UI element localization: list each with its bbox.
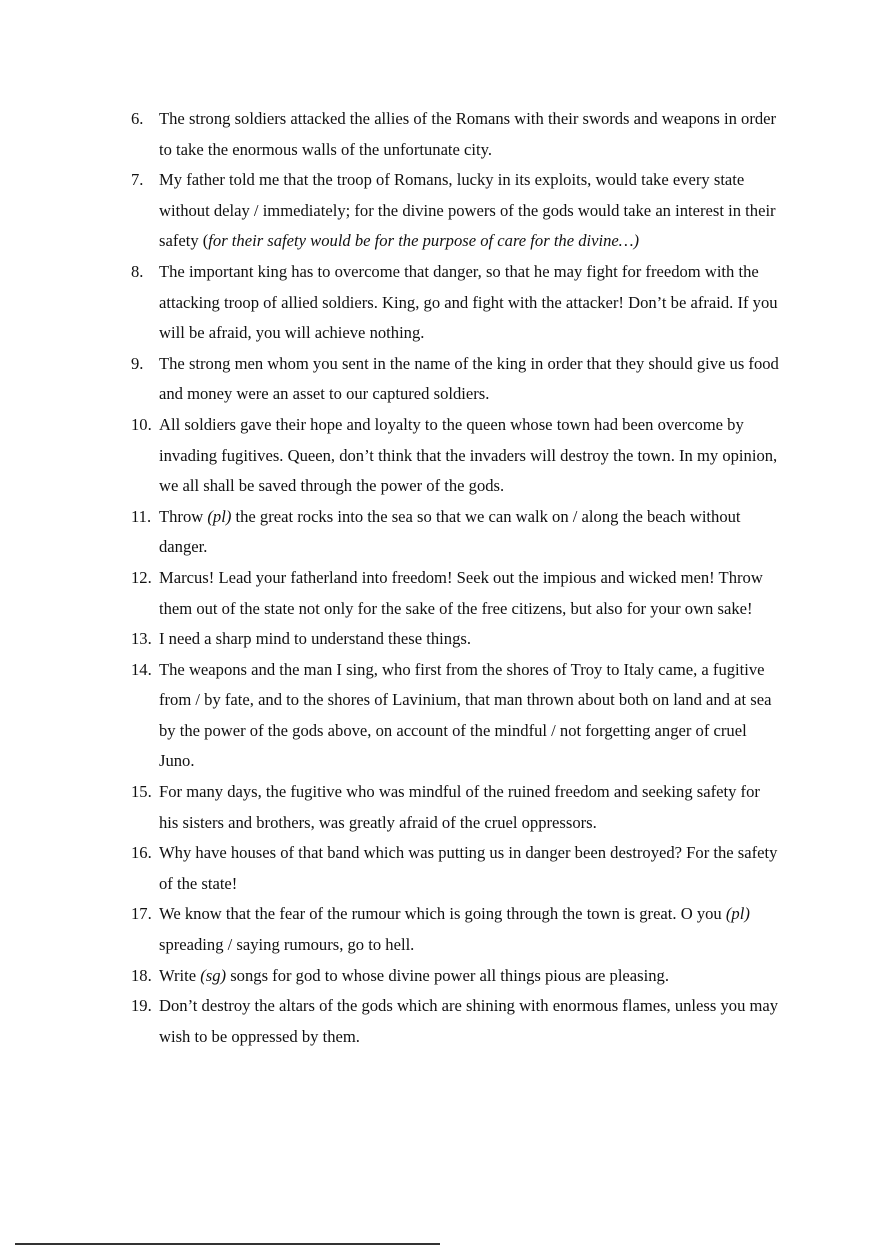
item-text xyxy=(159,777,781,838)
list-item xyxy=(131,410,781,502)
item-number: 15. xyxy=(131,782,152,802)
item-text xyxy=(159,502,781,563)
list-item xyxy=(131,563,781,624)
text-run: The strong soldiers attacked the allies of the Romans with their swords and weapons in order to take the enormous walls of the unfortunate city. xyxy=(159,109,777,159)
item-number: 16. xyxy=(131,843,152,863)
text-run: songs for god to whose divine power all things pious are pleasing. xyxy=(226,965,669,985)
list-item xyxy=(131,624,781,655)
item-number: 11. xyxy=(131,506,152,526)
text-run: For many days, the fugitive who was mindful of the ruined freedom and seeking safety for his sisters and brothers, was greatly afraid of the cruel oppressors. xyxy=(159,782,760,832)
footnote-separator-rule xyxy=(15,1243,440,1245)
list-item xyxy=(131,777,781,838)
item-text xyxy=(159,410,781,502)
list-item xyxy=(131,991,781,1052)
item-text xyxy=(159,349,781,410)
text-run: My father told me that the troop of Romans, lucky in its exploits, would take every state without delay / immediately; for the divine powers of the gods would take an interest in their safety ( xyxy=(159,170,776,251)
item-number: 13. xyxy=(131,629,152,649)
text-run: I need a sharp mind to understand these things. xyxy=(159,629,471,649)
text-run: the great rocks into the sea so that we can walk on / along the beach without danger. xyxy=(159,506,741,557)
item-text xyxy=(159,655,781,777)
item-number: 17. xyxy=(131,904,152,924)
list-item xyxy=(131,104,781,165)
item-text xyxy=(159,624,781,655)
item-number: 6. xyxy=(131,109,144,128)
italic-note: for their safety would be for the purpose of care for the divine…) xyxy=(208,231,640,251)
item-number: 8. xyxy=(131,261,144,281)
list-item xyxy=(131,165,781,257)
text-run: spreading / saying rumours, go to hell. xyxy=(159,935,415,955)
translation-list xyxy=(131,104,781,1052)
item-number: 12. xyxy=(131,567,152,587)
list-item xyxy=(131,899,781,960)
italic-note: (sg) xyxy=(200,965,227,985)
list-item xyxy=(131,502,781,563)
item-text xyxy=(159,961,781,992)
list-item xyxy=(131,257,781,349)
item-number: 9. xyxy=(131,353,144,373)
italic-note: (pl) xyxy=(207,506,232,526)
text-run: All soldiers gave their hope and loyalty to the queen whose town had been overcome by invading fugitives. Queen, don’t think that the invaders will destroy the town. In my opinion, we all shall be saved through the power of the gods. xyxy=(159,414,778,496)
list-item xyxy=(131,349,781,410)
item-text xyxy=(159,838,781,899)
text-run: We know that the fear of the rumour which is going through the town is great. O you xyxy=(159,904,726,924)
item-number: 10. xyxy=(131,414,152,434)
italic-note: (pl) xyxy=(725,904,750,924)
text-run: Throw xyxy=(159,506,208,526)
text-run: Don’t destroy the altars of the gods which are shining with enormous flames, unless you may wish to be oppressed by them. xyxy=(159,996,779,1046)
item-text xyxy=(159,165,781,257)
item-number: 14. xyxy=(131,659,152,679)
text-run: Write xyxy=(159,965,201,985)
item-text xyxy=(159,563,781,624)
item-number: 18. xyxy=(131,965,152,985)
item-text xyxy=(159,104,781,165)
item-text xyxy=(159,899,781,960)
list-item xyxy=(131,838,781,899)
item-text xyxy=(159,991,781,1052)
text-run: The weapons and the man I sing, who first from the shores of Troy to Italy came, a fugitive from / by fate, and to the shores of Lavinium, that man thrown about both on land and at sea by the power of the gods above, on account of the mindful / not forgetting anger of cruel Juno. xyxy=(159,659,772,771)
text-run: Marcus! Lead your fatherland into freedom! Seek out the impious and wicked men! Throw them out of the state not only for the sake of the free citizens, but also for your own sake! xyxy=(159,567,763,618)
text-run: The strong men whom you sent in the name of the king in order that they should give us food and money were an asset to our captured soldiers. xyxy=(159,353,779,404)
list-item xyxy=(131,961,781,992)
text-run: Why have houses of that band which was putting us in danger been destroyed? For the safety of the state! xyxy=(159,843,778,893)
list-item xyxy=(131,655,781,777)
item-number: 19. xyxy=(131,996,152,1016)
text-run: The important king has to overcome that danger, so that he may fight for freedom with the attacking troop of allied soldiers. King, go and fight with the attacker! Don’t be afraid. If you will be afraid, you will achieve nothing. xyxy=(159,261,778,343)
item-text xyxy=(159,257,781,349)
item-number: 7. xyxy=(131,170,144,190)
